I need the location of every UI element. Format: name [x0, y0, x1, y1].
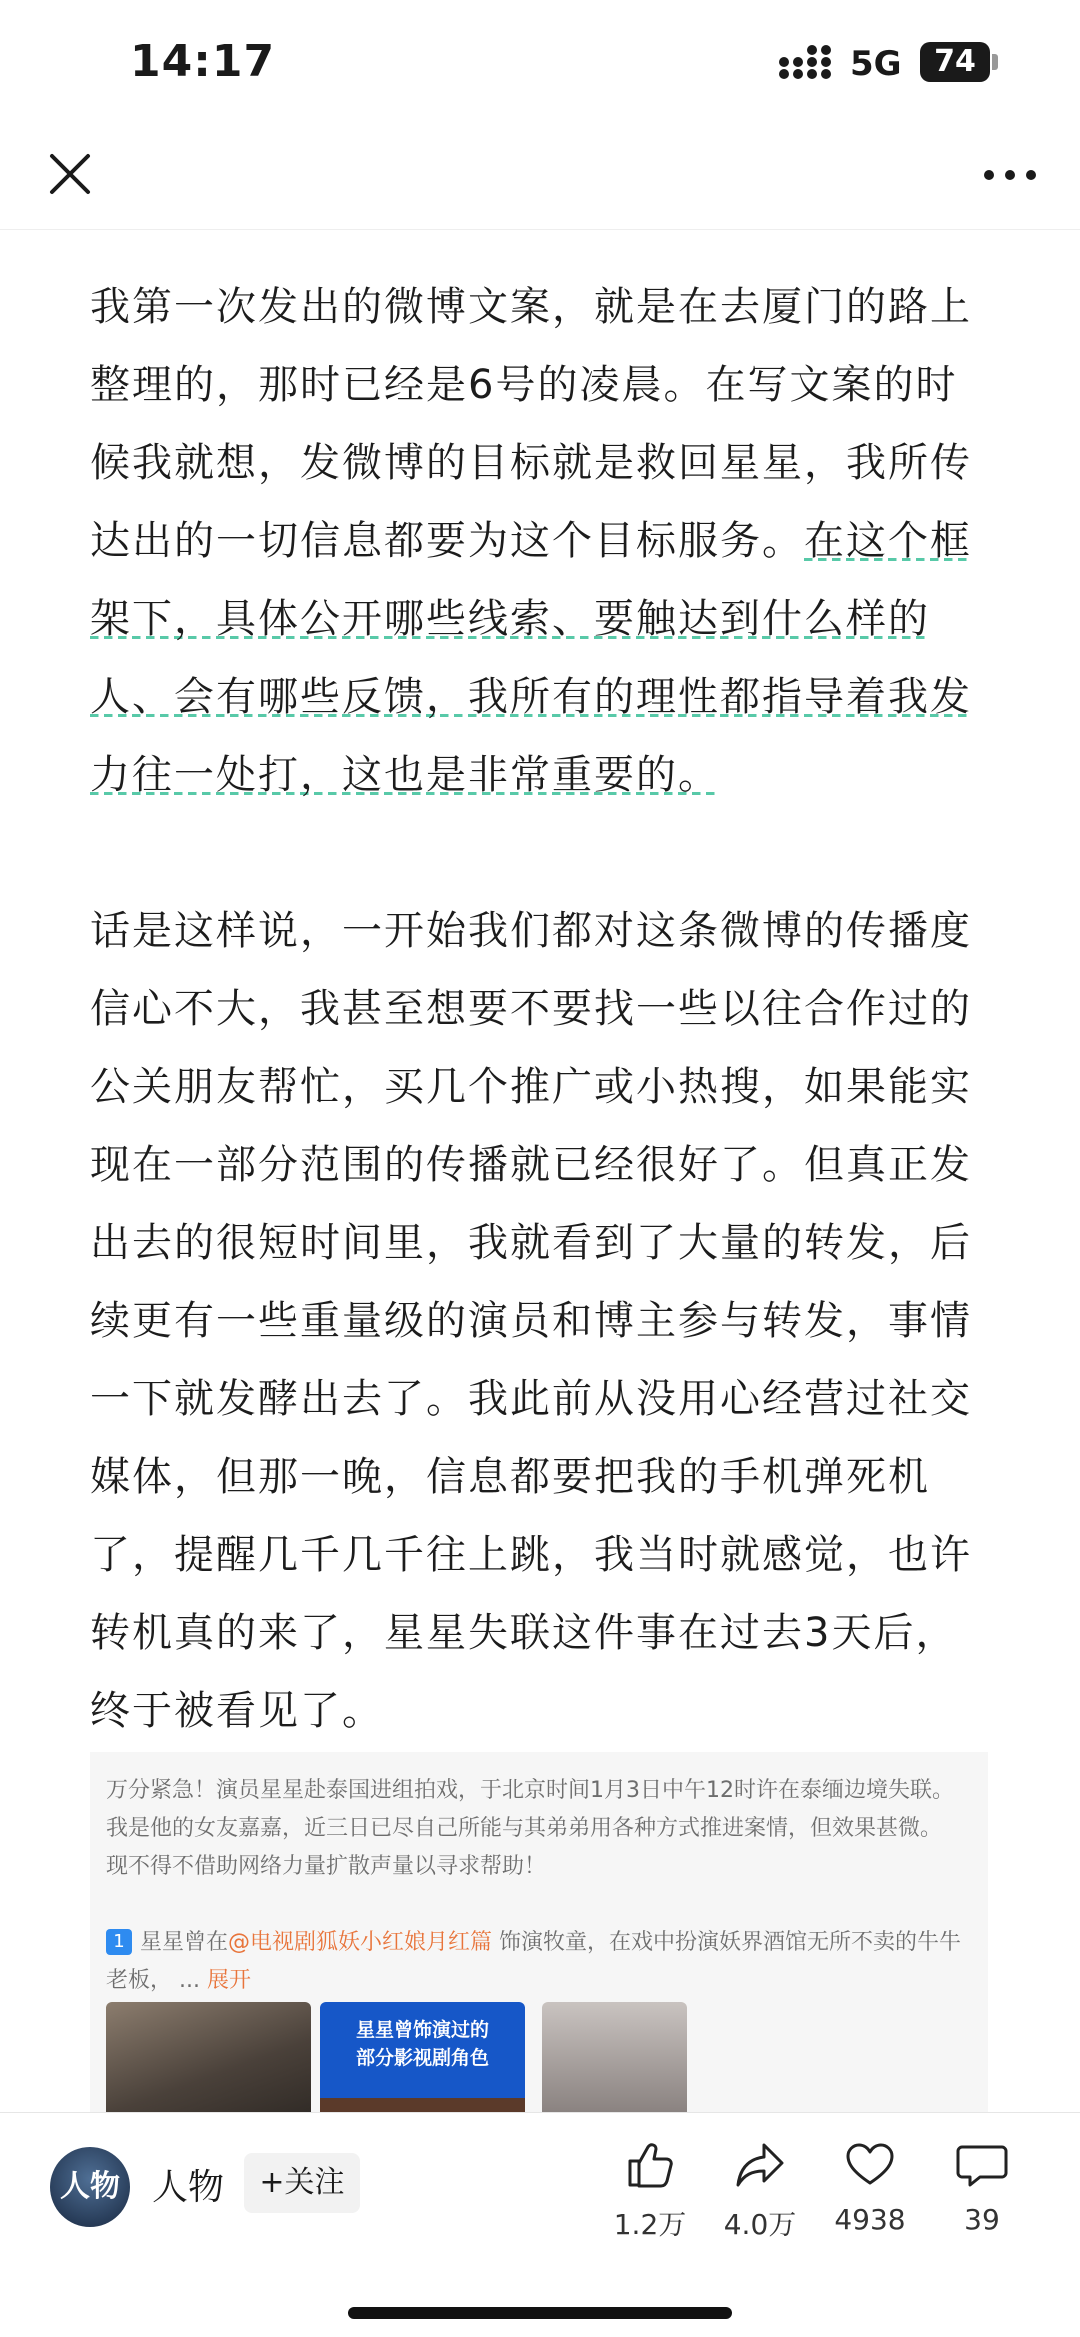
close-icon[interactable]: [40, 144, 100, 204]
article-body: [90, 268, 990, 1750]
thumbs-up-icon: [622, 2137, 678, 2193]
expand-link[interactable]: 展开: [207, 1968, 252, 1993]
article-paragraph: [90, 268, 990, 814]
post-line: 现不得不借助网络力量扩散声量以寻求帮助！: [106, 1854, 547, 1879]
paragraph-text: 我第一次发出的微博文案，就是在去厦门的路上整理的，那时已经是6号的凌晨。在写文案的时候我就想，发微博的目标就是救回星星，我所传达出的一切信息都要为这个目标服务。: [90, 284, 972, 564]
more-dots-icon[interactable]: [975, 150, 1045, 200]
network-label: 5G: [850, 44, 902, 84]
thumbnail-image[interactable]: [320, 2002, 525, 2112]
thumbnail-caption: 星星曾饰演过的 部分影视剧角色: [355, 2019, 489, 2069]
follow-button[interactable]: +关注: [244, 2153, 360, 2213]
item-suffix: 饰演牧童，在戏中扮演妖界酒馆无所不卖的牛牛: [492, 1930, 962, 1955]
share-arrow-icon: [732, 2137, 788, 2193]
post-line: 万分紧急！演员星星赴泰国进组拍戏，于北京时间1月3日中午12时许在泰缅边境失联。: [106, 1778, 954, 1803]
embedded-post-card[interactable]: [90, 1752, 988, 2112]
comment-icon: [954, 2137, 1010, 2193]
ellipsis: ...: [179, 1968, 200, 1993]
thumbnail-image[interactable]: [542, 2002, 687, 2112]
item-prefix: 星星曾在: [140, 1930, 229, 1955]
signal-icon: [778, 44, 834, 82]
avatar[interactable]: 人物: [50, 2147, 130, 2227]
item-line2: 老板，: [106, 1968, 173, 1993]
nav-bar: [0, 120, 1080, 230]
repost-count: 4.0万: [723, 2208, 797, 2241]
paragraph-text: 话是这样说，一开始我们都对这条微博的传播度信心不大，我甚至想要不要找一些以往合作过的公关朋友帮忙，买几个推广或小热搜，如果能实现在一部分范围的传播就已经很好了。但真正发出去的很短时间里，我就看到了大量的转发，后续更有一些重量级的演员和博主参与转发，事情一下就发酵出去了。我此前从没用心经营过社交媒体，但那一晚，信息都要把我的手机弹死机了，提醒几千几千往上跳，我当时就感觉，也许转机真的来了，星星失联这件事在过去3天后，终于被看见了。: [90, 908, 972, 1734]
bottom-action-bar: [0, 2112, 1080, 2337]
like-count: 1.2万: [613, 2208, 687, 2241]
post-item-line2: [106, 1962, 972, 2000]
mention-link[interactable]: @电视剧狐妖小红娘月红篇: [228, 1930, 493, 1955]
post-line: 我是他的女友嘉嘉，近三日已尽自己所能与其弟弟用各种方式推进案情，但效果甚微。: [106, 1816, 943, 1841]
comment-button[interactable]: [927, 2137, 1037, 2236]
article-paragraph: [90, 892, 990, 1750]
battery-icon: 74: [920, 42, 990, 82]
thumbnail-image[interactable]: [106, 2002, 311, 2112]
heart-icon: [842, 2137, 898, 2193]
favorite-count: 4938: [834, 2203, 906, 2236]
home-indicator[interactable]: [348, 2307, 732, 2319]
highlighted-text[interactable]: 在这个框架下，具体公开哪些线索、要触达到什么样的人、会有哪些反馈，我所有的理性都指导着我发力往一处打，这也是非常重要的。: [90, 518, 972, 798]
like-button[interactable]: [595, 2137, 705, 2243]
post-item: [106, 1924, 972, 1962]
number-badge-icon: 1: [106, 1929, 132, 1955]
comment-count: 39: [964, 2203, 1000, 2236]
author-name[interactable]: 人物: [152, 2167, 225, 2208]
repost-button[interactable]: [705, 2137, 815, 2243]
status-bar: [0, 0, 1080, 120]
battery-cap: [992, 54, 998, 70]
favorite-button[interactable]: [815, 2137, 925, 2236]
status-time: 14:17: [130, 36, 276, 87]
